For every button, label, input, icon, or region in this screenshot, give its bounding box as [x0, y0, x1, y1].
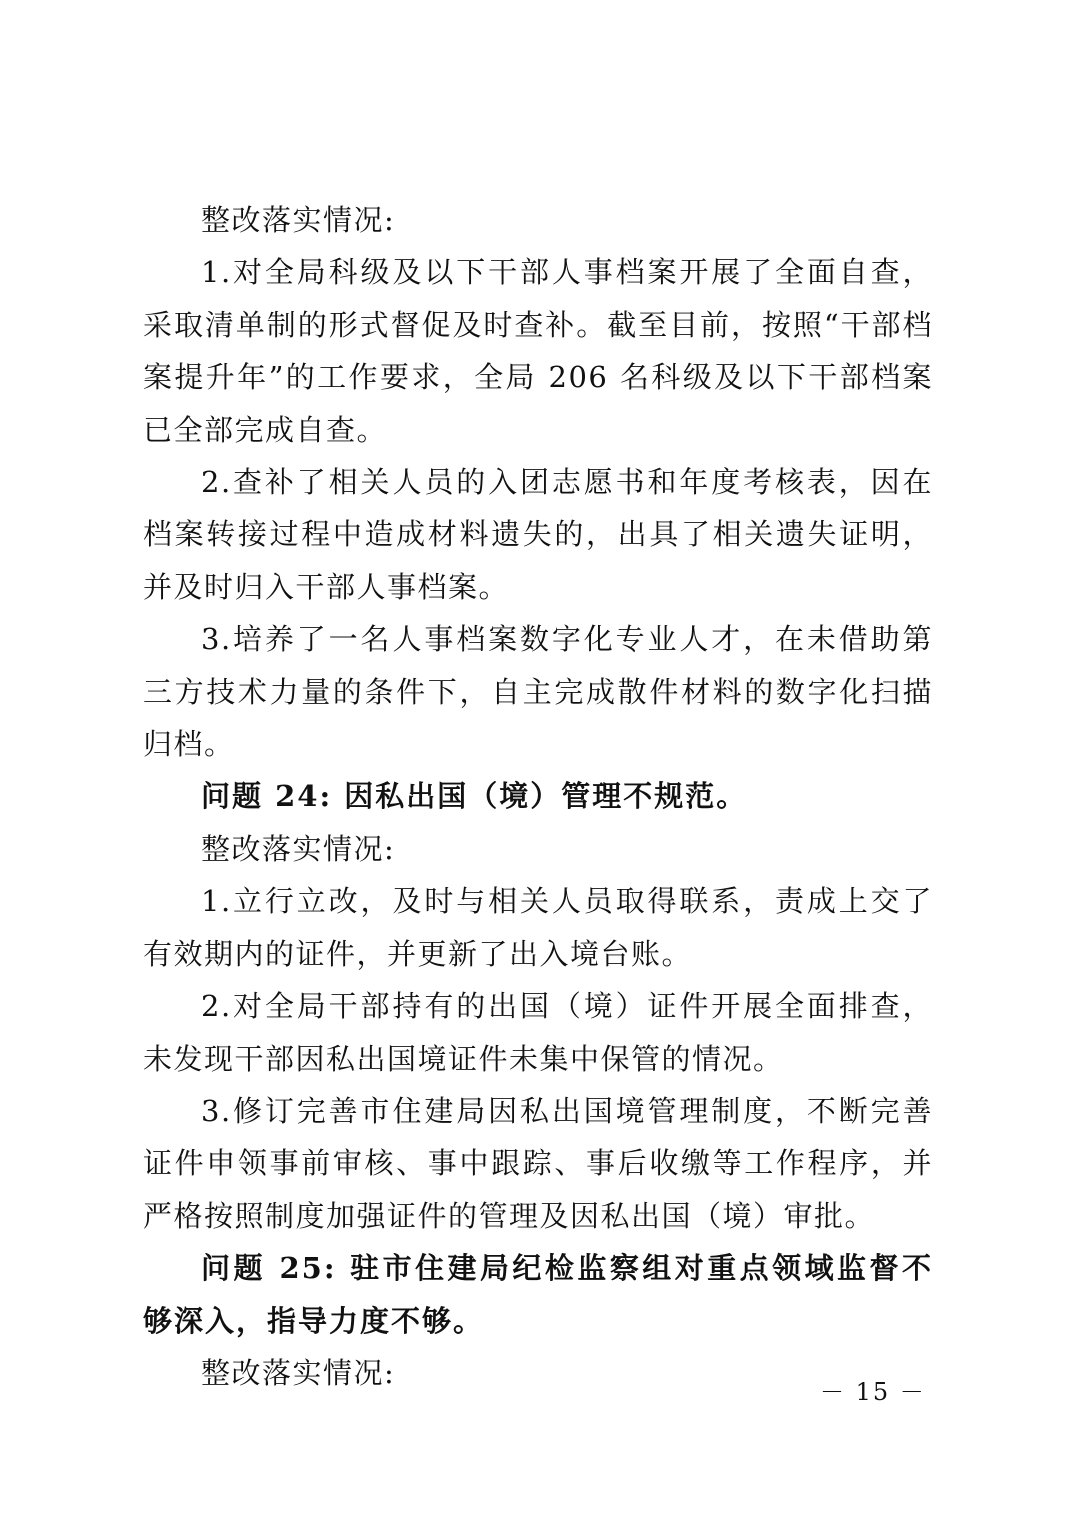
section-label: 整改落实情况: [201, 831, 396, 866]
section-label: 整改落实情况: [201, 203, 396, 237]
document-body [143, 194, 933, 1399]
body-paragraph: 2.对全局干部持有的出国（境）证件开展全面排查，未发现干部因私出国境证件未集中保管的情况。 [143, 989, 933, 1076]
body-paragraph: 1.对全局科级及以下干部人事档案开展了全面自查，采取清单制的形式督促及时查补。截至目前，按照“干部档案提升年”的工作要求，全局 206 名科级及以下干部档案已全部完成自查。 [143, 255, 933, 447]
page-number: － 15 － [820, 1378, 926, 1406]
body-paragraph: 3.培养了一名人事档案数字化专业人才，在未借助第三方技术力量的条件下，自主完成散件材料的数字化扫描归档。 [143, 622, 933, 762]
issue-heading: 问题 24: 因私出国（境）管理不规范。 [201, 779, 748, 814]
body-paragraph: 2.查补了相关人员的入团志愿书和年度考核表，因在档案转接过程中造成材料遗失的，出具了相关遗失证明，并及时归入干部人事档案。 [143, 465, 933, 604]
section-label: 整改落实情况: [201, 1355, 396, 1390]
body-paragraph: 1.立行立改，及时与相关人员取得联系，责成上交了有效期内的证件，并更新了出入境台账。 [143, 884, 933, 971]
body-paragraph: 3.修订完善市住建局因私出国境管理制度，不断完善证件申领事前审核、事中跟踪、事后收缴等工作程序，并严格按照制度加强证件的管理及因私出国（境）审批。 [143, 1093, 933, 1233]
issue-heading: 问题 25: 驻市住建局纪检监察组对重点领域监督不够深入，指导力度不够。 [143, 1251, 933, 1338]
